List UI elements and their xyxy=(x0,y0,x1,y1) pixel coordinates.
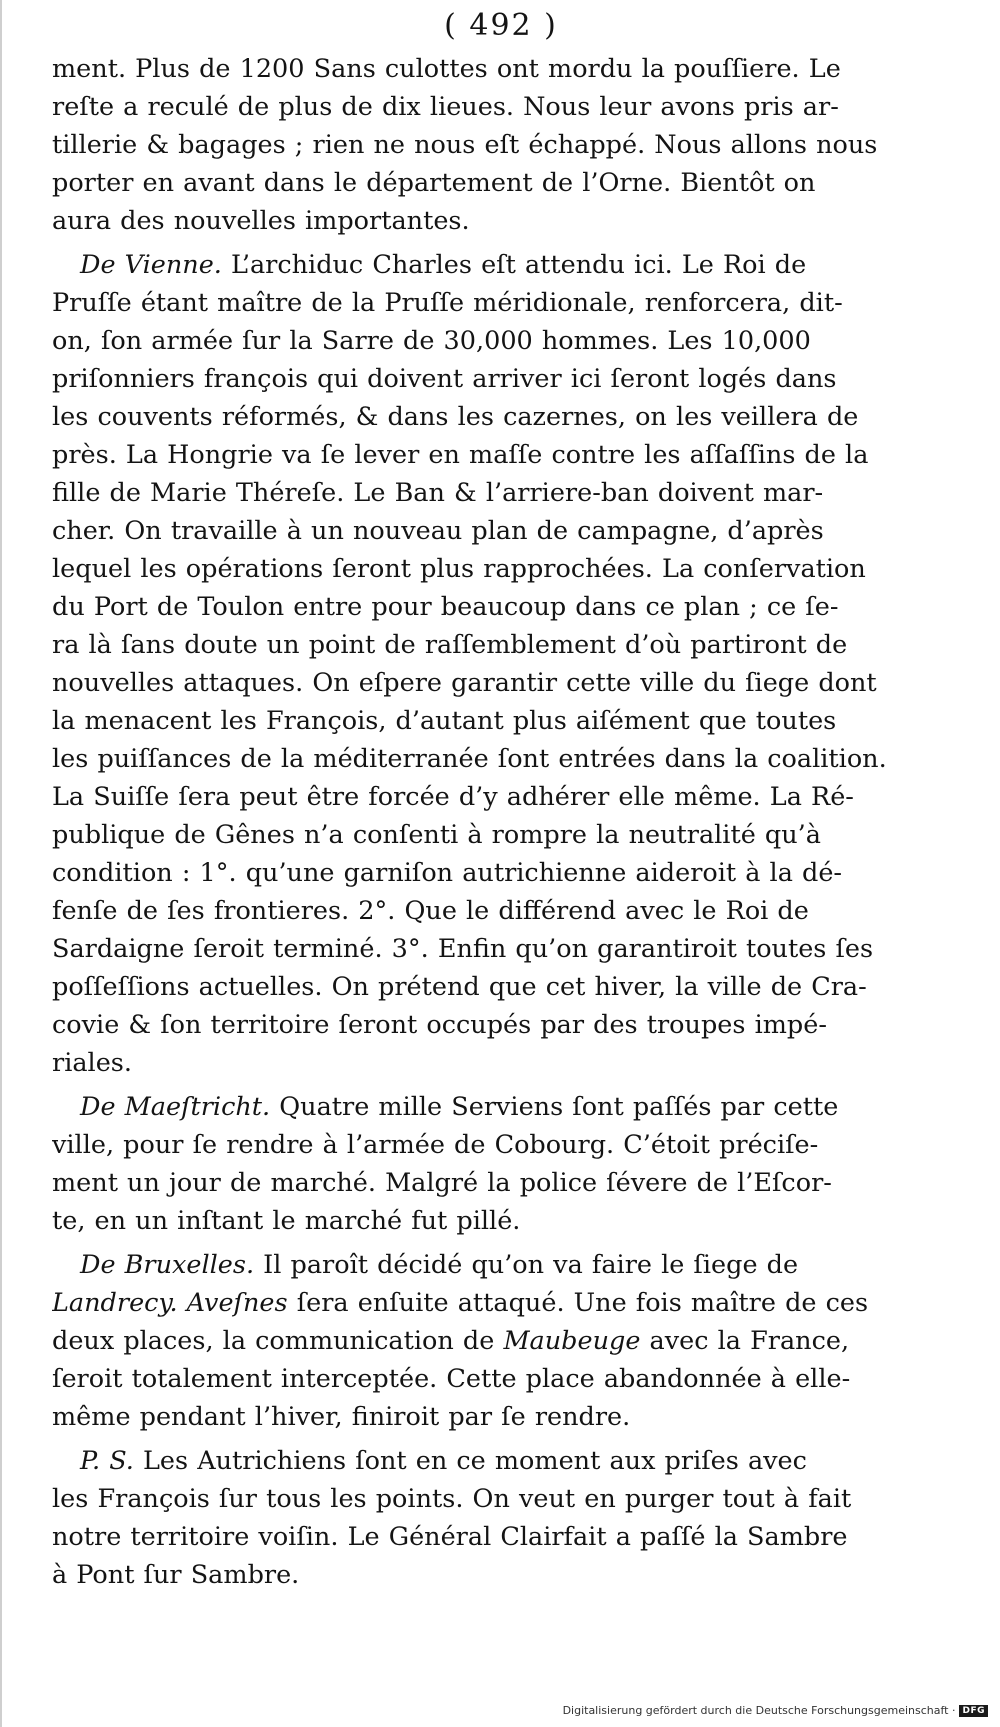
line-text: condition : 1°. qu’une garniſon autrichienne aideroit à la dé- xyxy=(52,858,843,888)
line-text: ſera enſuite attaqué. Une fois maître de ces xyxy=(287,1288,869,1318)
dfg-logo-icon: DFG xyxy=(959,1705,988,1717)
text-line xyxy=(52,398,952,436)
line-text: Il paroît décidé qu’on va faire le ſiege de xyxy=(254,1250,799,1280)
text-line xyxy=(52,854,952,892)
line-text: deux places, la communication de xyxy=(52,1326,504,1356)
line-text: avec la France, xyxy=(640,1326,850,1356)
line-text: L’archiduc Charles eſt attendu ici. Le Roi de xyxy=(221,250,807,280)
line-text: les puiſſances de la méditerranée ſont entrées dans la coalition. xyxy=(52,744,887,774)
line-text: publique de Gênes n’a conſenti à rompre la neutralité qu’à xyxy=(52,820,821,850)
text-line xyxy=(52,1044,952,1082)
text-line xyxy=(52,1442,952,1480)
text-line xyxy=(52,702,952,740)
text-line xyxy=(52,550,952,588)
text-line xyxy=(52,1518,952,1556)
line-text: poſſeſſions actuelles. On prétend que cet hiver, la ville de Cra- xyxy=(52,972,867,1002)
dateline-place: De Maeſtricht. xyxy=(80,1092,271,1122)
text-line xyxy=(52,126,952,164)
text-line xyxy=(52,1360,952,1398)
line-text: Pruſſe étant maître de la Pruſſe méridionale, renforcera, dit- xyxy=(52,288,843,318)
text-line xyxy=(52,588,952,626)
line-text: à Pont ſur Sambre. xyxy=(52,1560,300,1590)
line-text: covie & ſon territoire ſeront occupés par des troupes impé- xyxy=(52,1010,827,1040)
line-text: même pendant l’hiver, finiroit par ſe rendre. xyxy=(52,1402,631,1432)
text-line xyxy=(52,246,952,284)
text-line xyxy=(52,284,952,322)
text-line xyxy=(52,164,952,202)
line-text: te, en un inſtant le marché fut pillé. xyxy=(52,1206,521,1236)
text-line xyxy=(52,436,952,474)
dateline-place: Landrecy. Aveſnes xyxy=(52,1288,288,1318)
text-line xyxy=(52,1480,952,1518)
line-text: Quatre mille Serviens ſont paſſés par cette xyxy=(270,1092,839,1122)
text-line xyxy=(52,626,952,664)
text-line xyxy=(52,892,952,930)
line-text: tillerie & bagages ; rien ne nous eſt échappé. Nous allons nous xyxy=(52,130,878,160)
line-text: Les Autrichiens ſont en ce moment aux priſes avec xyxy=(133,1446,807,1476)
line-text: on, ſon armée ſur la Sarre de 30,000 hommes. Les 10,000 xyxy=(52,326,811,356)
line-text: près. La Hongrie va ſe lever en maſſe contre les aſſaſſins de la xyxy=(52,440,869,470)
text-line xyxy=(52,512,952,550)
page-body-text xyxy=(52,50,952,1594)
text-line xyxy=(52,474,952,512)
text-line xyxy=(52,1088,952,1126)
text-line xyxy=(52,88,952,126)
line-text: fille de Marie Théreſe. Le Ban & l’arriere-ban doivent mar- xyxy=(52,478,824,508)
text-line xyxy=(52,50,952,88)
line-text: aura des nouvelles importantes. xyxy=(52,206,470,236)
text-line xyxy=(52,1556,952,1594)
text-line xyxy=(52,664,952,702)
line-text: fenſe de ſes frontieres. 2°. Que le différend avec le Roi de xyxy=(52,896,809,926)
line-text: les François ſur tous les points. On veut en purger tout à fait xyxy=(52,1484,852,1514)
page-number: ( 492 ) xyxy=(444,8,558,43)
line-text: priſonniers françois qui doivent arriver ici ſeront logés dans xyxy=(52,364,837,394)
dateline-place: De Bruxelles. xyxy=(80,1250,255,1280)
text-line xyxy=(52,1398,952,1436)
digitization-footer xyxy=(563,1704,988,1717)
text-line xyxy=(52,1006,952,1044)
dateline-place: De Vienne. xyxy=(80,250,222,280)
line-text: riales. xyxy=(52,1048,132,1078)
line-text: Sardaigne ſeroit terminé. 3°. Enfin qu’on garantiroit toutes ſes xyxy=(52,934,874,964)
line-text: lequel les opérations ſeront plus rapprochées. La conſervation xyxy=(52,554,866,584)
line-text: ville, pour ſe rendre à l’armée de Cobourg. C’étoit préciſe- xyxy=(52,1130,819,1160)
text-line xyxy=(52,1202,952,1240)
line-text: ra là ſans doute un point de raſſemblement d’où partiront de xyxy=(52,630,848,660)
text-line xyxy=(52,968,952,1006)
text-line xyxy=(52,1322,952,1360)
text-line xyxy=(52,930,952,968)
line-text: du Port de Toulon entre pour beaucoup dans ce plan ; ce ſe- xyxy=(52,592,839,622)
text-line xyxy=(52,1284,952,1322)
line-text: reſte a reculé de plus de dix lieues. Nous leur avons pris ar- xyxy=(52,92,839,122)
line-text: la menacent les François, d’autant plus aiſément que toutes xyxy=(52,706,837,736)
text-line xyxy=(52,322,952,360)
dateline-place: P. S. xyxy=(80,1446,134,1476)
text-line xyxy=(52,202,952,240)
line-text: ment un jour de marché. Malgré la police ſévere de l’Eſcor- xyxy=(52,1168,832,1198)
line-text: ſeroit totalement interceptée. Cette place abandonnée à elle- xyxy=(52,1364,851,1394)
line-text: ment. Plus de 1200 Sans culottes ont mordu la pouſſiere. Le xyxy=(52,54,841,84)
text-line xyxy=(52,1246,952,1284)
text-line xyxy=(52,778,952,816)
text-line xyxy=(52,1164,952,1202)
line-text: La Suiſſe ſera peut être forcée d’y adhérer elle même. La Ré- xyxy=(52,782,854,812)
line-text: porter en avant dans le département de l’Orne. Bientôt on xyxy=(52,168,816,198)
text-line xyxy=(52,1126,952,1164)
line-text: notre territoire voiſin. Le Général Clairfait a paſſé la Sambre xyxy=(52,1522,848,1552)
footer-credit-text: Digitalisierung gefördert durch die Deutsche Forschungsgemeinschaft · xyxy=(562,1704,956,1717)
line-text: les couvents réformés, & dans les cazernes, on les veillera de xyxy=(52,402,859,432)
line-text: nouvelles attaques. On eſpere garantir cette ville du ſiege dont xyxy=(52,668,877,698)
line-text: cher. On travaille à un nouveau plan de campagne, d’après xyxy=(52,516,824,546)
text-line xyxy=(52,740,952,778)
text-line xyxy=(52,816,952,854)
place-name: Maubeuge xyxy=(503,1326,641,1356)
text-line xyxy=(52,360,952,398)
